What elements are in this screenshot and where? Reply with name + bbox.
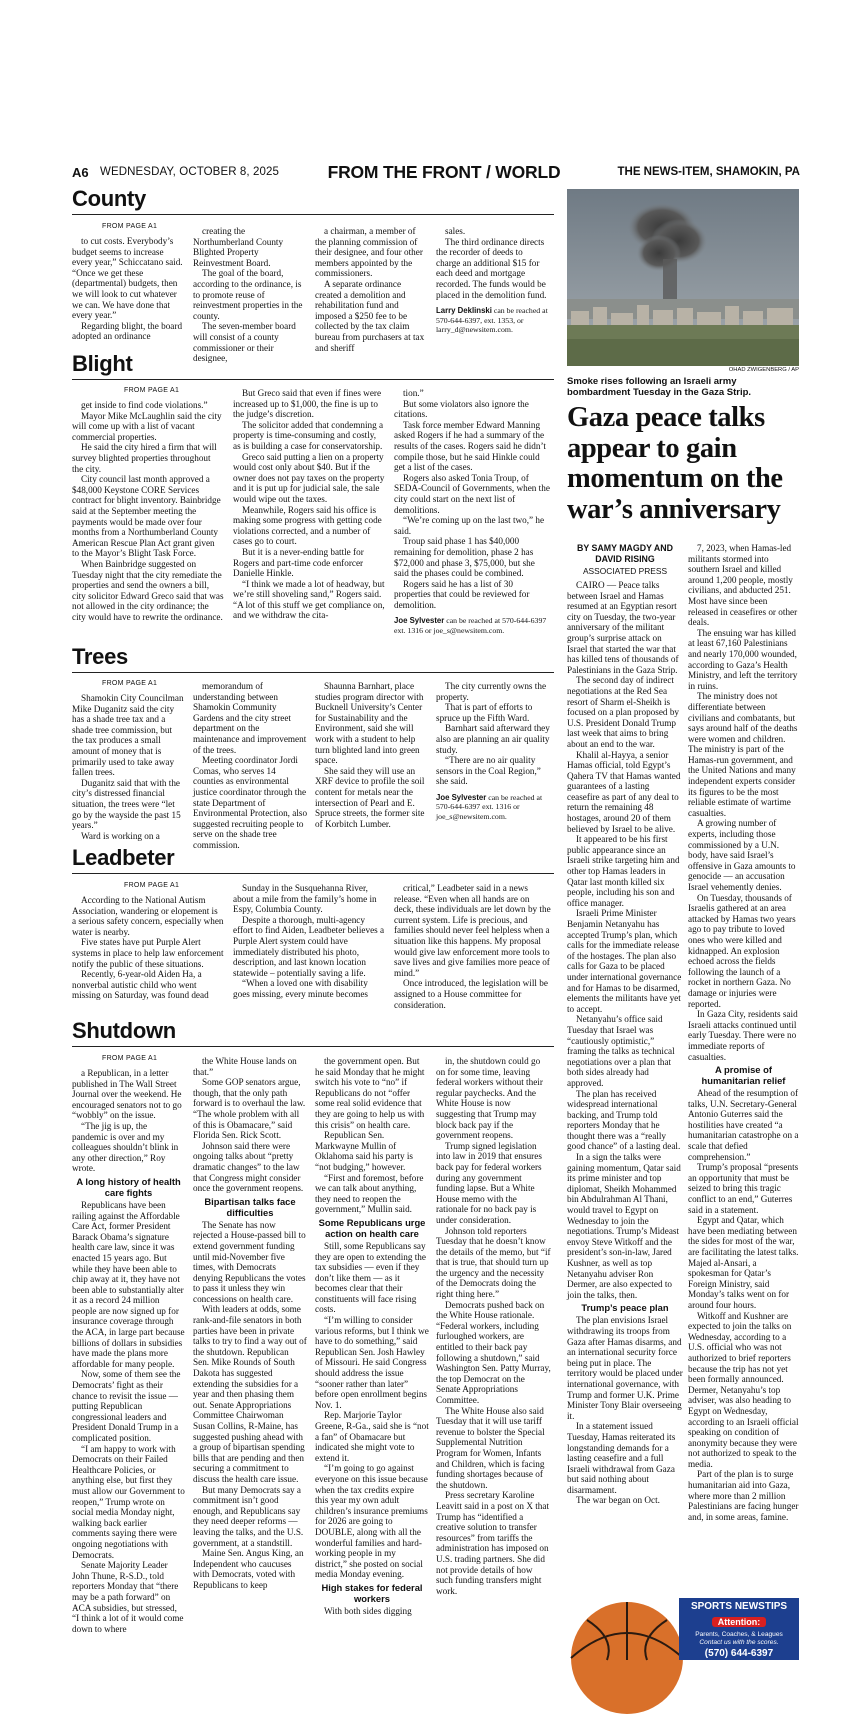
- paragraph: She said they will use an XRF device to profile the soil content for metals near the intersection of Pearl and E. Spruce streets, the former site of Korbitch Lumber.: [315, 765, 425, 829]
- paragraph: “When a loved one with disability goes missing, every minute becomes: [233, 978, 368, 999]
- paragraph: Ahead of the resumption of talks, U.N. Secretary-General Antonio Guterres said the hostilities have created “a humanitarian catastrophe on a scale that defied comprehension.”: [688, 1088, 799, 1162]
- blight-col-3: [394, 388, 551, 644]
- paragraph: The city currently owns the property.: [436, 681, 547, 702]
- paragraph: It appeared to be his first public appearance since an Israeli strike targeting him and other top Hamas leaders in Qatar last month killed six people, including his son and office manager.: [567, 834, 680, 908]
- paragraph: Task force member Edward Manning asked Rogers if he had a summary of the results of the cases. Rogers said he didn’t compile those, but he said Hinkle could get a list of the cases.: [394, 419, 546, 473]
- paragraph: The Senate has now rejected a House-passed bill to extend government funding until mid-November five times, with Democrats denying Republicans the votes to pass it unless they win concessions on health care.: [193, 1219, 306, 1304]
- paragraph: Israeli Prime Minister Benjamin Netanyahu has accepted Trump’s plan, which calls for the immediate release of the hostages. The plan also calls for Gaza to be placed under international governance and for Hamas to be disarmed, elements the militants have yet to accept.: [567, 908, 682, 1014]
- ad-title: SPORTS NEWSTIPS: [690, 1601, 788, 1612]
- paragraph: In a statement issued Tuesday, Hamas reiterated its longstanding demands for a lasting ceasefire and a full Israeli withdrawal from Gaza but said nothing about disarmament.: [567, 1421, 676, 1495]
- county-rule: [72, 214, 554, 215]
- paragraph: Ward is working on a: [81, 830, 160, 841]
- shutdown-col-4: [436, 1056, 551, 1668]
- gaza-byline: BY SAMY MAGDY AND DAVID RISING: [577, 543, 673, 564]
- leadbeter-col-1: [72, 895, 224, 1015]
- paragraph: The ensuing war has killed at least 67,160 Palestinians and nearly 170,000 wounded, according to Gaza’s Health Ministry, and left the territory in ruins.: [688, 627, 798, 691]
- leadbeter-jump: FROM PAGE A1: [124, 882, 180, 889]
- leadbeter-rule: [72, 873, 554, 874]
- paragraph: Despite a thorough, multi-agency effort to find Aiden, Leadbeter believes a Purple Alert system could have immediately distributed his photo, description, and last known location statewide – potentially saving a life.: [233, 914, 385, 978]
- paragraph: the White House lands on that.”: [193, 1056, 297, 1077]
- paragraph: Johnson told reporters Tuesday that he doesn’t know the details of the memo, but “if that is true, that should turn up the urgency and the necessity of the Democrats doing the right thing here.”: [436, 1225, 551, 1300]
- paragraph: According to the National Autism Association, wandering or elopement is a serious safety concern, especially when water is nearby.: [72, 895, 224, 937]
- paragraph: When Bainbridge suggested on Tuesday night that the city remediate the properties and send the owners a bill, city solicitor Edward Greco said that was not allowed in the city ordinance; the city would have to rewrite the ordinance.: [72, 558, 224, 622]
- paragraph: Duganitz said that with the city’s distressed financial situation, the trees were “let go by the wayside the past 15 years.”: [72, 777, 181, 831]
- county-headline: County: [72, 186, 146, 211]
- county-tagline: Larry Deklinski can be reached at 570-644-6397, ext. 1353, or larry_d@newsitem.com.: [436, 306, 548, 334]
- paragraph: Trump’s proposal “presents an opportunity that must be seized to bring this tragic conflict to an end,” Guterres said in a statement.: [688, 1162, 799, 1215]
- ad-phone[interactable]: (570) 644-6397: [704, 1647, 774, 1659]
- paragraph: The third ordinance directs the recorder of deeds to charge an additional $15 for each deed and mortgage recorded. The funds would be placed in the demolition fund.: [436, 236, 547, 300]
- paragraph: Mayor Mike McLaughlin said the city will come up with a list of vacant commercial properties.: [72, 410, 222, 442]
- leadbeter-col-3: [394, 883, 551, 1015]
- paragraph: Rep. Marjorie Taylor Greene, R-Ga., said she is “not a fan” of Obamacare but indicated she might vote to extend it.: [315, 1410, 429, 1463]
- issue-date: WEDNESDAY, OCTOBER 8, 2025: [100, 166, 279, 178]
- paragraph: get inside to find code violations.”: [81, 400, 208, 410]
- paragraph: With leaders at odds, some rank-and-file senators in both parties have been in private talks to try to find a way out of the shutdown. Republican Sen. Mike Rounds of South Dakota has suggested extending the subsidies for a year and then phasing them out. Senate Appropriations Committee Chairwoman Susan Collins, R-Maine, has suggested pushing ahead with a group of bipartisan spending bills that are pending and then securing a commitment to discuss the health care issue.: [193, 1304, 307, 1484]
- photo-credit: OHAD ZWIGENBERG / AP: [728, 367, 799, 373]
- paragraph: But it is a never-ending battle for Rogers and part-time code enforcer Danielle Hinkle.: [233, 546, 364, 579]
- paragraph: The goal of the board, according to the ordinance, is to promote reuse of reinvestment properties in the county.: [193, 268, 303, 321]
- paragraph: The plan has received widespread international backing, and Trump told reporters Monday that he thought there was a “really good chance” of a lasting deal.: [567, 1088, 681, 1152]
- paragraph: Shamokin City Councilman Mike Duganitz said the city has a shade tree tax and a shade tree commission, but the tax produces a small amount of money that is primarily used to take away fallen trees.: [72, 693, 184, 778]
- paragraph: The ministry does not differentiate between civilians and combatants, but says around half of the deaths were women and children. The ministry is part of the Hamas-run government, and the United Nations and many independent experts consider its figures to be the most reliable estimate of wartime casualties.: [688, 691, 798, 818]
- paragraph: He said the city hired a firm that will survey blighted properties throughout the city.: [72, 442, 217, 474]
- paragraph: In Gaza City, residents said Israeli attacks continued until early Tuesday. There were no immediate reports of casualties.: [688, 1009, 798, 1062]
- blight-jump: FROM PAGE A1: [124, 387, 180, 394]
- paragraph: Recently, 6-year-old Aiden Ha, a nonverbal autistic child who went missing on Saturday, was found dead: [72, 969, 209, 1001]
- ad-panel: [679, 1598, 799, 1660]
- county-col-4: [436, 226, 549, 354]
- photo-caption: Smoke rises following an Israeli army bombardment Tuesday in the Gaza Strip.: [567, 376, 752, 398]
- trees-jump: FROM PAGE A1: [102, 680, 158, 687]
- paragraph: City council last month approved a $48,000 Keystone CORE Services contract for blight inventory. Bainbridge said at the September meeting the payments would be made over four months from a Northumberland County American Rescue Plan Act grant given to the Mayor’s Blight Task Force.: [72, 474, 221, 559]
- blight-col-1: [72, 400, 224, 636]
- blight-rule: [72, 379, 554, 380]
- shutdown-headline: Shutdown: [72, 1018, 176, 1043]
- paragraph: “I think we made a lot of headway, but we’re still shoveling sand,” Rogers said. “A lot of this stuff we get compliance on, and we withdraw the cita-: [233, 578, 385, 621]
- county-col-3: [315, 226, 428, 353]
- trees-col-3: [315, 681, 430, 835]
- paragraph: That is part of efforts to spruce up the Fifth Ward.: [436, 702, 533, 723]
- paragraph: Regarding blight, the board adopted an ordinance: [72, 320, 183, 342]
- shutdown-subhead-2: Bipartisan talks face difficulties: [204, 1195, 296, 1218]
- section-title: FROM THE FRONT / WORLD: [327, 162, 561, 182]
- paragraph: Still, some Republicans say they are open to extending the tax subsidies — even if they don’t like them — as it becomes clear that their constituents will face rising costs.: [315, 1240, 426, 1315]
- paragraph: Witkoff and Kushner are expected to join the talks on Wednesday, according to a U.S. official who was not authorized to brief reporters because the trip has not yet been formally announced. Dermer, Netanyahu’s top adviser, was also heading to Egypt on Wednesday, according to an Israeli official speaking on condition of anonymity because they were not authorized to speak to the media.: [688, 1310, 799, 1469]
- paragraph: On Tuesday, thousands of Israelis gathered at an area attacked by Hamas two years ago to pay tribute to loved ones who were killed and kidnapped. An explosion echoed across the fields following the launch of a rocket in northern Gaza. No damage or injuries were reported.: [688, 892, 796, 1009]
- paragraph: Democrats pushed back on the White House rationale. “Federal workers, including furloughed workers, are entitled to their back pay following a shutdown,” said Washington Sen. Patty Murray, the top Democrat on the Senate Appropriations Committee.: [436, 1299, 551, 1405]
- paragraph: “First and foremost, before we can talk about anything, they need to reopen the government,” Mullin said.: [315, 1172, 424, 1215]
- paragraph: In a sign the talks were gaining momentum, Qatar said its prime minister and top diplomat, Sheikh Mohammed bin Abdulrahman Al Thani, would travel to Egypt on Wednesday to join the negotiations. Trump’s Mideast envoy Steve Witkoff and the president’s son-in-law, Jared Kushner, as well as top Netanyahu adviser Ron Dermer, are also expected to join the talks, then.: [567, 1152, 681, 1300]
- paragraph: The plan envisions Israel withdrawing its troops from Gaza after Hamas disarms, and an international security force being put in place. The territory would be placed under international governance, with Trump and former U.K. Prime Minister Tony Blair overseeing it.: [567, 1315, 683, 1421]
- paragraph: Senate Majority Leader John Thune, R-S.D., told reporters Monday that “there may be a path forward” on ACA subsidies, but stressed, “I think a lot of it would come down to where: [72, 1560, 184, 1634]
- paragraph: Rogers also asked Tonia Troup, of SEDA-Council of Governments, when the city could start on the next list of demolitions.: [394, 472, 550, 515]
- shutdown-subhead-3: Some Republicans urge action on health care: [318, 1216, 426, 1239]
- paragraph: Johnson said there were ongoing talks about “pretty dramatic changes” to the law that Congress might consider once the government reopens.: [193, 1140, 304, 1194]
- paragraph: The White House also said Tuesday that it will use tariff revenue to bolster the Special Supplemental Nutrition Program for Women, Infants and Children, which is facing funding shortages because of the shutdown.: [436, 1405, 545, 1490]
- paragraph: The solicitor added that condemning a property is time-consuming and costly, as is building a case for conservatorship.: [233, 419, 384, 451]
- county-jump: FROM PAGE A1: [102, 223, 158, 230]
- shutdown-col-3: [315, 1056, 429, 1668]
- paragraph: memorandum of understanding between Shamokin Community Gardens and the city street department on the maintenance and improvement of the trees.: [193, 681, 307, 755]
- county-col-2: [193, 226, 306, 364]
- leadbeter-headline: Leadbeter: [72, 845, 175, 870]
- blight-col-2: [233, 388, 385, 636]
- gaza-agency: ASSOCIATED PRESS: [582, 566, 668, 576]
- paragraph: to cut costs. Everybody’s budget seems to increase every year,” Schiccatano said. “Once we get these (departmental) budgets, then we will look to cut whatever we can. We have done that every year.”: [72, 236, 183, 321]
- trees-col-4: [436, 681, 551, 835]
- blight-headline: Blight: [72, 351, 133, 376]
- paragraph: Trump signed legislation into law in 2019 that ensures back pay for federal workers during any government funding lapse. But a White House memo with the rationale for no back pay is under consideration.: [436, 1140, 542, 1225]
- paragraph: Netanyahu’s office said Tuesday that Israel was “cautiously optimistic,” framing the talks as technical negotiations over a plan that both sides already had approved.: [567, 1014, 675, 1088]
- paragraph: A separate ordinance created a demolition and rehabilitation fund and imposed a $250 fee to be collected by the tax claim bureau from purchasers at tax and sheriff: [315, 278, 425, 353]
- paragraph: Some GOP senators argue, though, that the only path forward is to overhaul the law. “The whole problem with all of this is Obamacare,” said Florida Sen. Rick Scott.: [193, 1077, 306, 1141]
- paragraph: Egypt and Qatar, which have been mediating between the sides for most of the war, are facilitating the latest talks. Majed al-Ansari, a spokesman for Qatar’s Foreign Ministry, said Monday’s talks went on for around four hours.: [688, 1215, 799, 1310]
- basketball-icon: [567, 1598, 679, 1660]
- paragraph: Press secretary Karoline Leavitt said in a post on X that Trump has “identified a creative solution to transfer resources” from tariffs the administration has imposed on U.S. trading partners. She did not provide details of how such funding transfers might work.: [436, 1490, 550, 1596]
- shutdown-col-1: [72, 1068, 185, 1668]
- paragraph: “I’m going to go against everyone on this issue because when the tax credits expire this year my own adult children’s insurance premiums for 2026 are going to DOUBLE, along with all the wonderful families and hard-working people in my district,” she posted on social media Monday evening.: [315, 1463, 428, 1580]
- paragraph: “I’m willing to consider various reforms, but I think we have to do something,” said Republican Sen. Josh Hawley of Missouri. He said Congress should address the issue “sooner rather than later” before open enrollment begins Nov. 1.: [315, 1315, 429, 1410]
- paragraph: the government open. But he said Monday that he might switch his vote to “no” if Republicans do not “offer some real solid evidence that they are going to help us with this crisis” on health care.: [315, 1056, 425, 1130]
- paragraph: Meanwhile, Rogers said his office is making some progress with getting code violations corrected, and a number of cases go to court.: [233, 504, 382, 547]
- paragraph: Republicans have been railing against the Affordable Care Act, former President Barack Obama’s signature health care law, since it was enacted 15 years ago. But while they have been able to chip away at it, they have not been able to substantially alter it as a record 24 million people are now signed up for insurance coverage through the ACA, in large part because billions of dollars in subsidies have made the plans more affordable for many people.: [72, 1199, 185, 1369]
- ad-attention-badge: Attention:: [712, 1617, 767, 1627]
- gaza-col-1: [567, 580, 683, 1592]
- paragraph: Five states have put Purple Alert systems in place to help law enforcement notify the public of these situations.: [72, 937, 224, 969]
- shutdown-subhead-4: High stakes for federal workers: [321, 1581, 423, 1604]
- paragraph: “There are no air quality sensors in the Coal Region,” she said.: [436, 755, 541, 787]
- paragraph: in, the shutdown could go on for some time, leaving federal workers without their regular paychecks. And the White House is now suggesting that Trump may block back pay if the government reopens.: [436, 1056, 543, 1141]
- paragraph: “We’re coming up on the last two,” he said.: [394, 515, 545, 536]
- paragraph: Troup said phase 1 has $40,000 remaining for demolition, phase 2 has $72,000 and phase 3, $75,000, but she said the phases could be combined.: [394, 536, 535, 579]
- shutdown-col-2: [193, 1056, 307, 1668]
- shutdown-jump: FROM PAGE A1: [102, 1055, 158, 1062]
- gaza-subhead-1: Trump’s peace plan: [581, 1302, 669, 1314]
- paragraph: Part of the plan is to surge humanitarian aid into Gaza, where more than 2 million Palestinians are facing hunger and, in some areas, famine.: [688, 1469, 799, 1522]
- paragraph: The war began on Oct.: [576, 1495, 660, 1506]
- paragraph: creating the Northumberland County Blighted Property Reinvestment Board.: [193, 226, 284, 268]
- paragraph: Republican Sen. Markwayne Mullin of Oklahoma said his party is “not budging,” however.: [315, 1130, 413, 1172]
- paragraph: But some violators also ignore the citations.: [394, 398, 529, 420]
- paragraph: A growing number of experts, including those commissioned by a U.N. body, have said Israel’s offensive in Gaza amounts to genocide — an accusation Israel vehemently denies.: [688, 818, 796, 892]
- paragraph: Meeting coordinator Jordi Comas, who serves 14 counties as environmental justice coordinator through the state Department of Environmental Protection, also suggested recruiting people to serve on the shade tree commission.: [193, 755, 308, 850]
- trees-headline: Trees: [72, 644, 128, 669]
- trees-col-2: [193, 681, 308, 850]
- shutdown-rule: [72, 1046, 554, 1047]
- paragraph: Sunday in the Susquehanna River, about a mile from the family’s home in Espy, Columbia County.: [233, 883, 377, 915]
- paragraph: tion.”: [403, 388, 424, 398]
- paragraph: Now, some of them see the Democrats’ fight as their chance to revisit the issue — putting Republican congressional leaders and President Donald Trump in a complicated position.: [72, 1369, 181, 1443]
- gaza-subhead-2: A promise of humanitarian relief: [701, 1064, 786, 1087]
- paragraph: The seven-member board will consist of a county commissioner or their designee,: [193, 321, 296, 364]
- trees-rule: [72, 672, 554, 673]
- shutdown-subhead-1: A long history of health care fights: [76, 1175, 181, 1198]
- paragraph: a chairman, a member of the planning commission of their designee, and four other members appointed by the commissioners.: [315, 226, 423, 279]
- page-number: A6: [72, 165, 89, 180]
- paragraph: Khalil al-Hayya, a senior Hamas official, told Egypt’s Qahera TV that Hamas wanted guarantees of a lasting ceasefire as part of any deal to return the remaining 48 hostages, around 20 of them believed by Israel to be alive.: [567, 749, 681, 834]
- paragraph: With both sides digging: [324, 1605, 412, 1616]
- blight-tagline: Joe Sylvester can be reached at 570-644-6397 ext. 1316 or joe_s@newsitem.com.: [394, 616, 547, 635]
- paragraph: critical,” Leadbeter said in a news release. “Even when all hands are on deck, these individuals are let down by the current system. Life is precious, and families should never feel helpless when a situation like this happens. My proposal would give law enforcement more tools to save lives and give families more peace of mind.”: [394, 883, 551, 978]
- paragraph: But Greco said that even if fines were increased up to $1,000, the fine is up to the judge’s discretion.: [233, 388, 382, 420]
- trees-col-1: [72, 693, 185, 841]
- gaza-col-2: [688, 543, 799, 1593]
- trees-tagline: Joe Sylvester can be reached at 570-644-6397 ext. 1316 or joe_s@newsitem.com.: [436, 792, 543, 821]
- paragraph: 7, 2023, when Hamas-led militants stormed into southern Israel and killed around 1,200 people, mostly civilians, and abducted 251. Most have since been released in ceasefires or other deals.: [688, 543, 798, 628]
- paragraph: Maine Sen. Angus King, an Independent who caucuses with Democrats, voted with Republicans to keep: [193, 1548, 304, 1590]
- paragraph: CAIRO — Peace talks between Israel and Hamas resumed at an Egyptian resort city on Tuesday, the two-year anniversary of the militant group’s surprise attack on Israel that started the war that has killed tens of thousands of Palestinians in the Gaza Strip.: [567, 580, 679, 675]
- paragraph: Once introduced, the legislation will be assigned to a House committee for consideration.: [394, 978, 548, 1010]
- leadbeter-col-2: [233, 883, 385, 1015]
- paragraph: Shaunna Barnhart, place studies program director with Bucknell University’s Center for Sustainability and the Environment, said she will work with a student to help turn blighted land into green space.: [315, 681, 424, 766]
- paragraph: “I am happy to work with Democrats on their Failed Healthcare Policies, or anything else, but first they must allow our Government to reopen,” Trump wrote on social media Monday night, walking back earlier comments saying there were ongoing negotiations with Democrats.: [72, 1443, 185, 1560]
- paragraph: Rogers said he has a list of 30 properties that could be reviewed for demolition.: [394, 578, 530, 610]
- gaza-photo: [567, 189, 799, 366]
- paragraph: a Republican, in a letter published in The Wall Street Journal over the weekend. He encouraged senators not to go “wobbly” on the issue.: [72, 1068, 182, 1121]
- ad-line-2: Contact us with the scores.: [699, 1639, 779, 1647]
- sports-newstips-ad[interactable]: [567, 1598, 799, 1660]
- paragraph: “The jig is up, the pandemic is over and my colleagues shouldn’t blink in any other direction,” Roy wrote.: [72, 1120, 179, 1174]
- ad-line-1: Parents, Coaches, & Leagues: [695, 1631, 783, 1638]
- paragraph: But many Democrats say a commitment isn’t good enough, and Republicans say they need deeper reforms — leaving the talks, and the U.S. government, at a standstill.: [193, 1484, 304, 1548]
- paragraph: Greco said putting a lien on a property would cost only about $40. But if the owner does not pay taxes on the property and it is put up for judicial sale, the sale would wipe out the taxes.: [233, 451, 385, 504]
- paragraph: sales.: [445, 226, 466, 236]
- page-header: [72, 163, 800, 187]
- smoke-photo-image: [567, 189, 799, 366]
- gaza-headline: Gaza peace talks appear to gain momentum on the war’s anniversary: [567, 402, 783, 525]
- paragraph: The second day of indirect negotiations at the Red Sea resort of Sharm el-Sheikh is focused on a plan proposed by U.S. President Donald Trump last week that aims to bring about an end to the war.: [567, 675, 680, 749]
- paragraph: Barnhart said afterward they also are planning an air quality study.: [436, 723, 550, 755]
- county-col-1: [72, 236, 185, 346]
- paper-name: THE NEWS-ITEM, SHAMOKIN, PA: [617, 166, 800, 178]
